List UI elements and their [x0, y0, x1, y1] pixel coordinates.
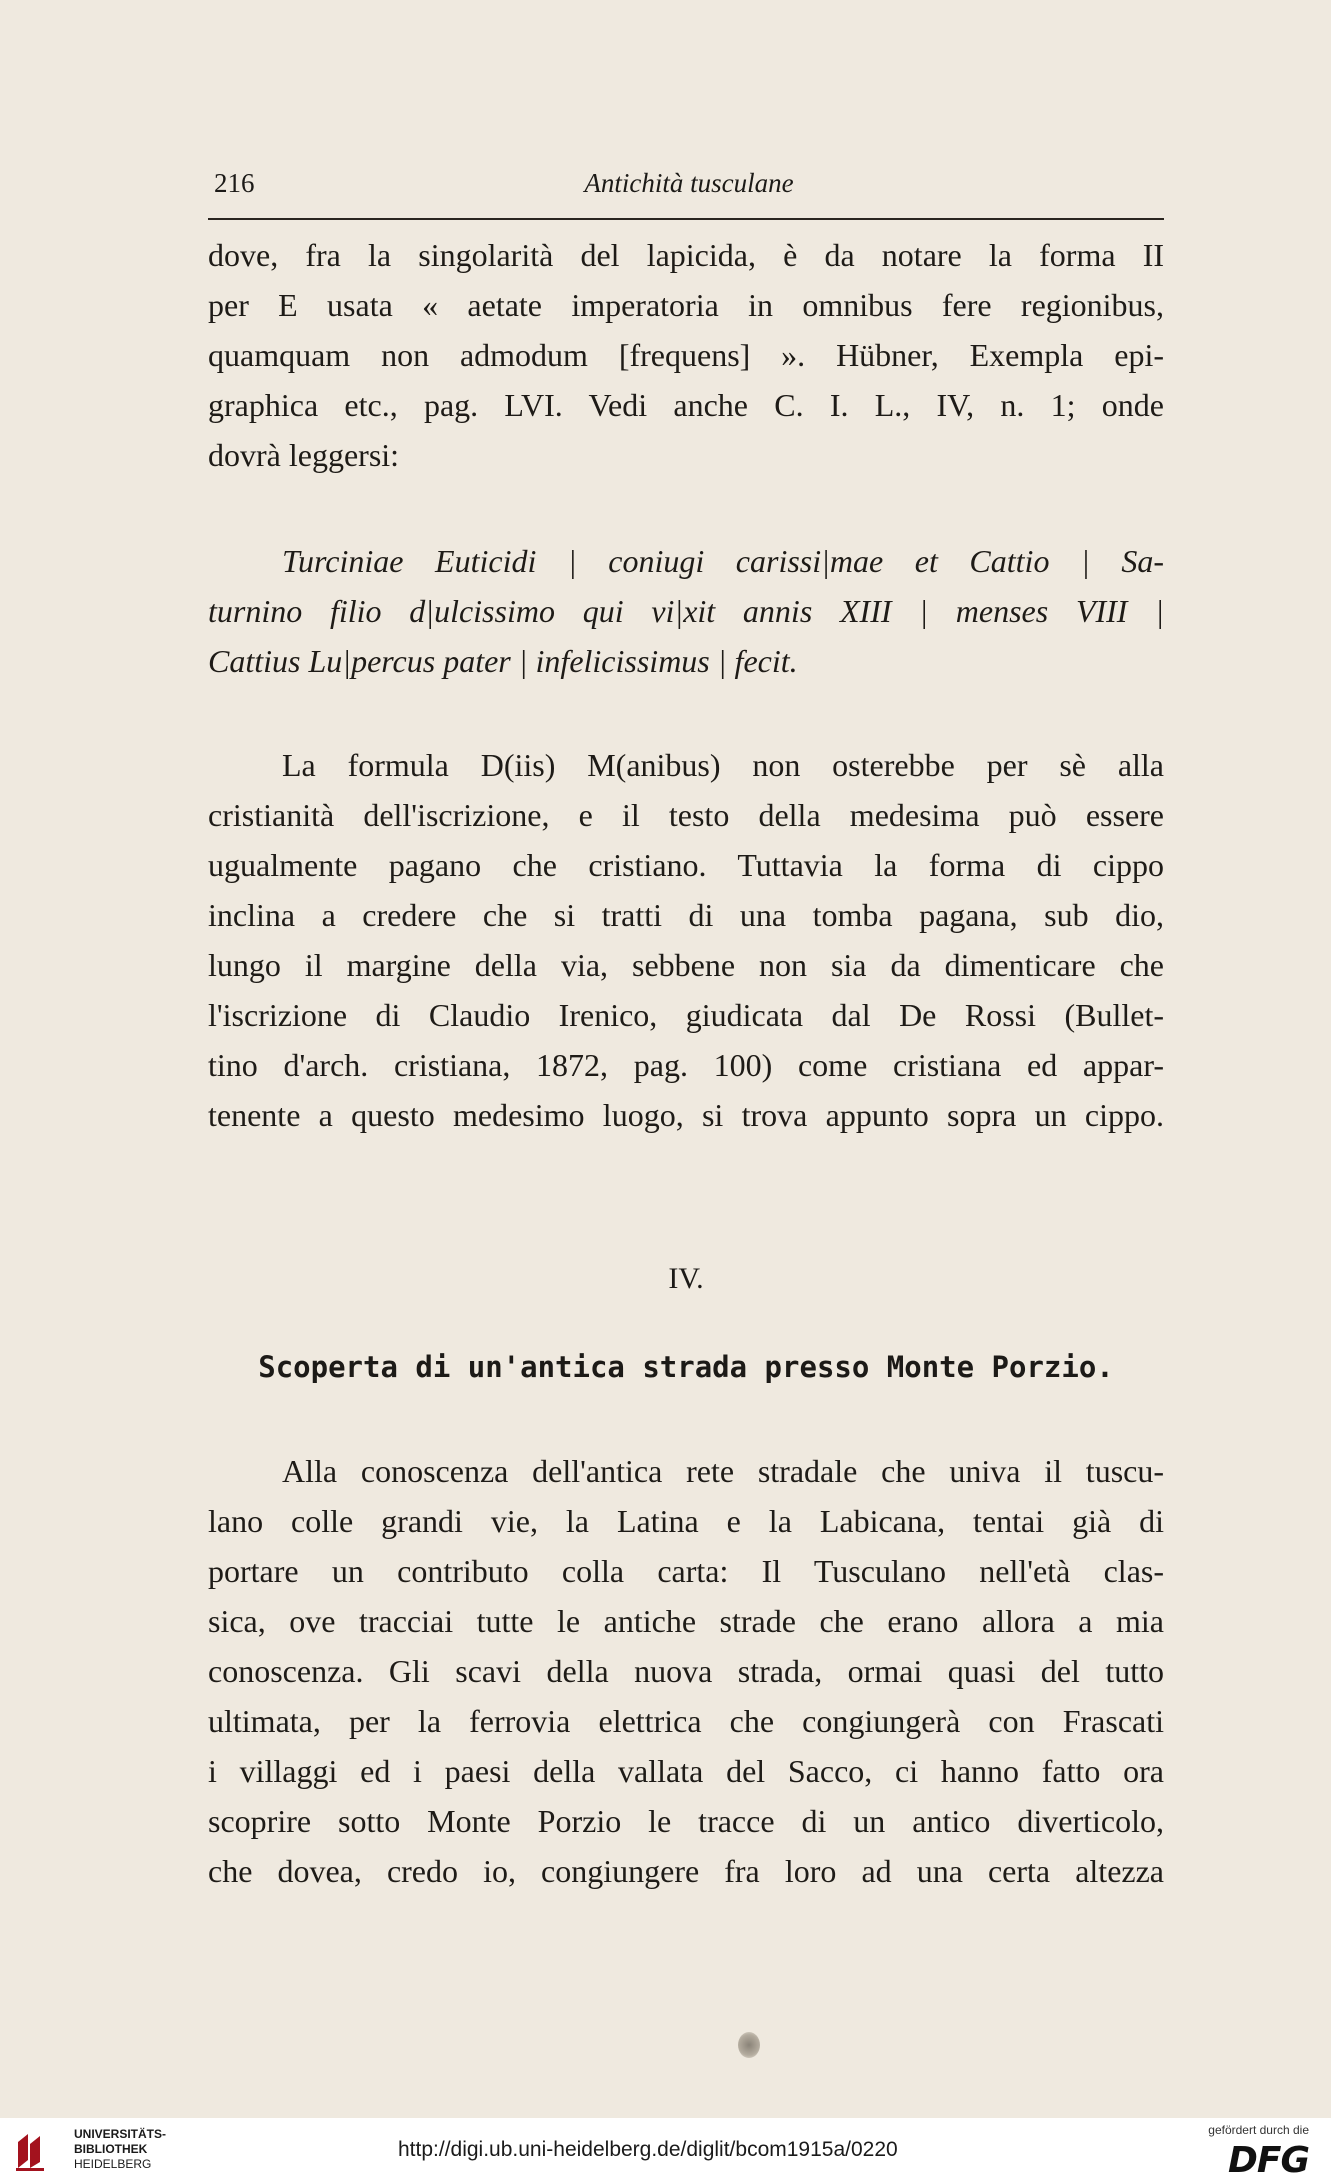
- inscription-line: Turciniae Euticidi | coniugi carissi|mae et Cattio | Sa-: [282, 543, 1164, 579]
- library-name-line: HEIDELBERG: [74, 2157, 152, 2171]
- inscription-block: [208, 536, 1164, 686]
- text-line: sica, ove tracciai tutte le antiche strade che erano allora a mia: [208, 1603, 1164, 1639]
- page-number: 216: [214, 168, 255, 198]
- text-line: l'iscrizione di Claudio Irenico, giudicata dal De Rossi (Bullet-: [208, 997, 1164, 1033]
- funding-credit: gefördert durch die: [1208, 2123, 1309, 2137]
- text-line: per E usata « aetate imperatoria in omnibus fere regionibus,: [208, 287, 1164, 323]
- text-line: tino d'arch. cristiana, 1872, pag. 100) come cristiana ed appar-: [208, 1047, 1164, 1083]
- text-line: Alla conoscenza dell'antica rete stradale che univa il tuscu-: [282, 1453, 1164, 1489]
- text-line: ultimata, per la ferrovia elettrica che congiungerà con Frascati: [208, 1703, 1164, 1739]
- text-line: i villaggi ed i paesi della vallata del Sacco, ci hanno fatto ora: [208, 1753, 1164, 1789]
- section-number: IV.: [668, 1262, 704, 1295]
- text-line: scoprire sotto Monte Porzio le tracce di un antico diverticolo,: [208, 1803, 1164, 1839]
- paragraph-1: [208, 230, 1164, 480]
- text-line: La formula D(iis) M(anibus) non osterebbe per sè alla: [282, 747, 1164, 783]
- text-line: dove, fra la singolarità del lapicida, è da notare la forma II: [208, 237, 1164, 273]
- text-line: ugualmente pagano che cristiano. Tuttavia la forma di cippo: [208, 847, 1164, 883]
- text-line: dovrà leggersi:: [208, 437, 400, 473]
- library-name-line: UNIVERSITÄTS-: [74, 2127, 167, 2141]
- running-title: Antichità tusculane: [584, 168, 794, 198]
- dfg-logo: DFG: [1227, 2140, 1309, 2178]
- inscription-line: turnino filio d|ulcissimo qui vi|xit annis XIII | menses VIII |: [208, 593, 1164, 629]
- text-line: conoscenza. Gli scavi della nuova strada, ormai quasi del tutto: [208, 1653, 1164, 1689]
- header-rule: [208, 218, 1164, 220]
- text-line: cristianità dell'iscrizione, e il testo della medesima può essere: [208, 797, 1164, 833]
- text-line: inclina a credere che si tratti di una tomba pagana, sub dio,: [208, 897, 1164, 933]
- paragraph-2: [208, 740, 1164, 1140]
- inscription-line: Cattius Lu|percus pater | infelicissimus | fecit.: [208, 643, 798, 679]
- text-line: tenente a questo medesimo luogo, si trova appunto sopra un cippo.: [208, 1097, 1164, 1133]
- running-head: [214, 168, 1164, 208]
- text-line: che dovea, credo io, congiungere fra loro ad una certa altezza: [208, 1853, 1164, 1889]
- text-line: lano colle grandi vie, la Latina e la Labicana, tentai già di: [208, 1503, 1164, 1539]
- library-name: [74, 2127, 166, 2172]
- text-line: quamquam non admodum [frequens] ». Hübner, Exempla epi-: [208, 337, 1164, 373]
- section-title: Scoperta di un'antica strada presso Monte Porzio.: [258, 1350, 1114, 1384]
- ink-smudge: [738, 2032, 760, 2058]
- text-line: graphica etc., pag. LVI. Vedi anche C. I. L., IV, n. 1; onde: [208, 387, 1164, 423]
- text-line: lungo il margine della via, sebbene non sia da dimenticare che: [208, 947, 1164, 983]
- paragraph-3: [208, 1446, 1164, 1896]
- source-url-link[interactable]: http://digi.ub.uni-heidelberg.de/diglit/bcom1915a/0220: [398, 2138, 898, 2161]
- text-line: portare un contributo colla carta: Il Tusculano nell'età clas-: [208, 1553, 1164, 1589]
- library-name-line: BIBLIOTHEK: [74, 2142, 148, 2156]
- university-library-logo-icon: [14, 2132, 58, 2172]
